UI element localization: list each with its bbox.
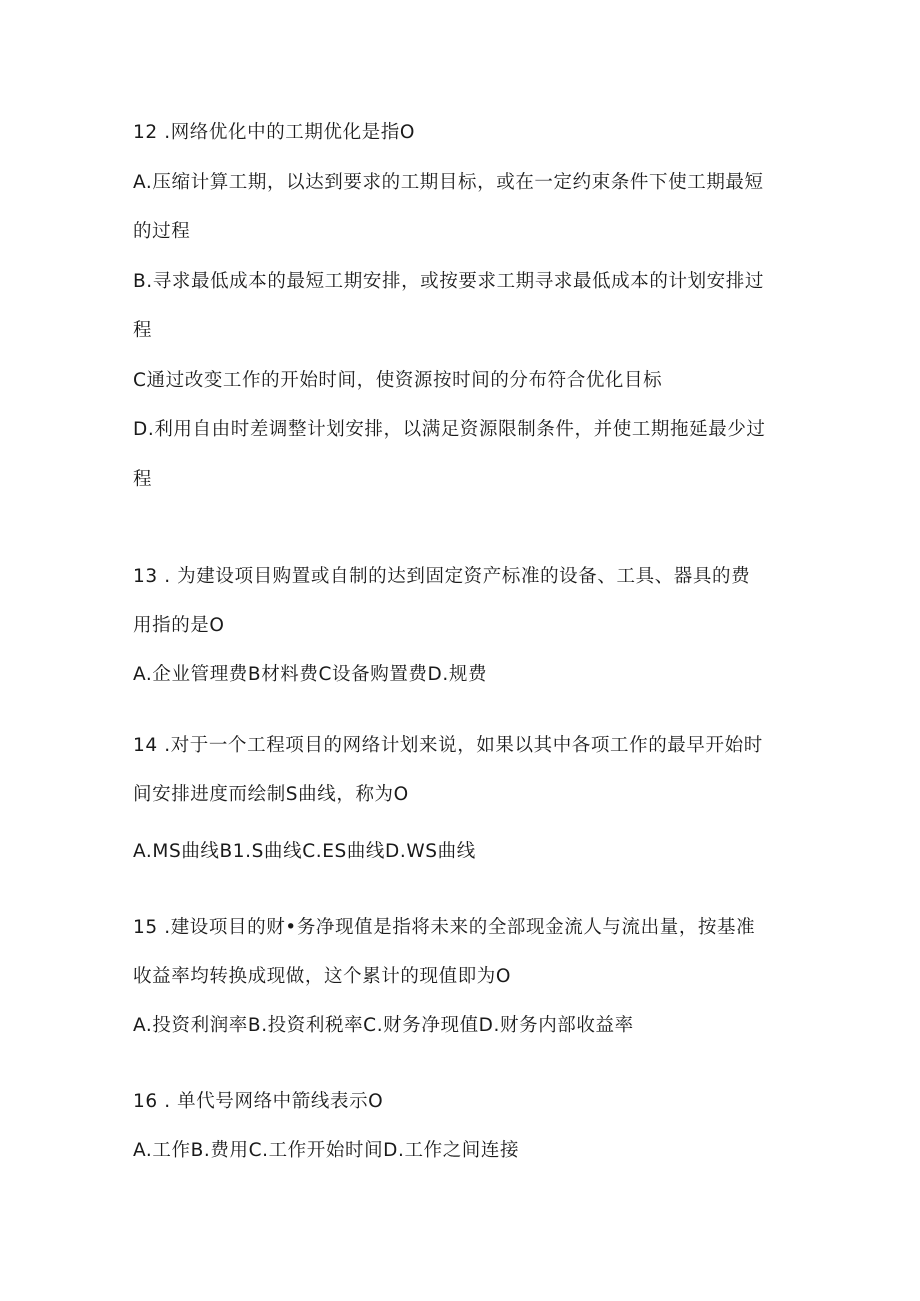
question-14-stem: 14 .对于一个工程项目的网络计划来说，如果以其中各项工作的最早开始时: [133, 735, 763, 756]
question-15-stem: 15 .建设项目的财•务净现值是指将未来的全部现金流人与流出量，按基准: [133, 917, 756, 938]
question-14-options: A.MS曲线B1.S曲线C.ES曲线D.WS曲线: [133, 841, 476, 862]
question-16-stem: 16 . 单代号网络中箭线表示O: [133, 1091, 384, 1112]
question-14-stem-cont: 间安排进度而绘制S曲线，称为O: [133, 784, 409, 805]
question-12-option-d-cont: 程: [133, 469, 153, 490]
question-16-options: A.工作B.费用C.工作开始时间D.工作之间连接: [133, 1140, 520, 1161]
question-15-stem-cont: 收益率均转换成现做，这个累计的现值即为O: [133, 966, 512, 987]
question-12-option-a: A.压缩计算工期，以达到要求的工期目标，或在一定约束条件下使工期最短: [133, 172, 764, 193]
question-12-option-c: C通过改变工作的开始时间，使资源按时间的分布符合优化目标: [133, 370, 663, 391]
question-15-options: A.投资利润率B.投资利税率C.财务净现值D.财务内部收益率: [133, 1015, 634, 1036]
question-13-stem-cont: 用指的是O: [133, 615, 225, 636]
question-12-option-b: B.寻求最低成本的最短工期安排，或按要求工期寻求最低成本的计划安排过: [133, 271, 764, 292]
question-13-stem: 13 . 为建设项目购置或自制的达到固定资产标准的设备、工具、器具的费: [133, 566, 751, 587]
question-12-option-a-cont: 的过程: [133, 221, 191, 242]
question-13-options: A.企业管理费B材料费C设备购置费D.规费: [133, 664, 488, 685]
question-12-stem: 12 .网络优化中的工期优化是指O: [133, 122, 416, 143]
question-12-option-d: D.利用自由时差调整计划安排，以满足资源限制条件，并使工期拖延最少过: [133, 419, 766, 440]
question-12-option-b-cont: 程: [133, 320, 153, 341]
